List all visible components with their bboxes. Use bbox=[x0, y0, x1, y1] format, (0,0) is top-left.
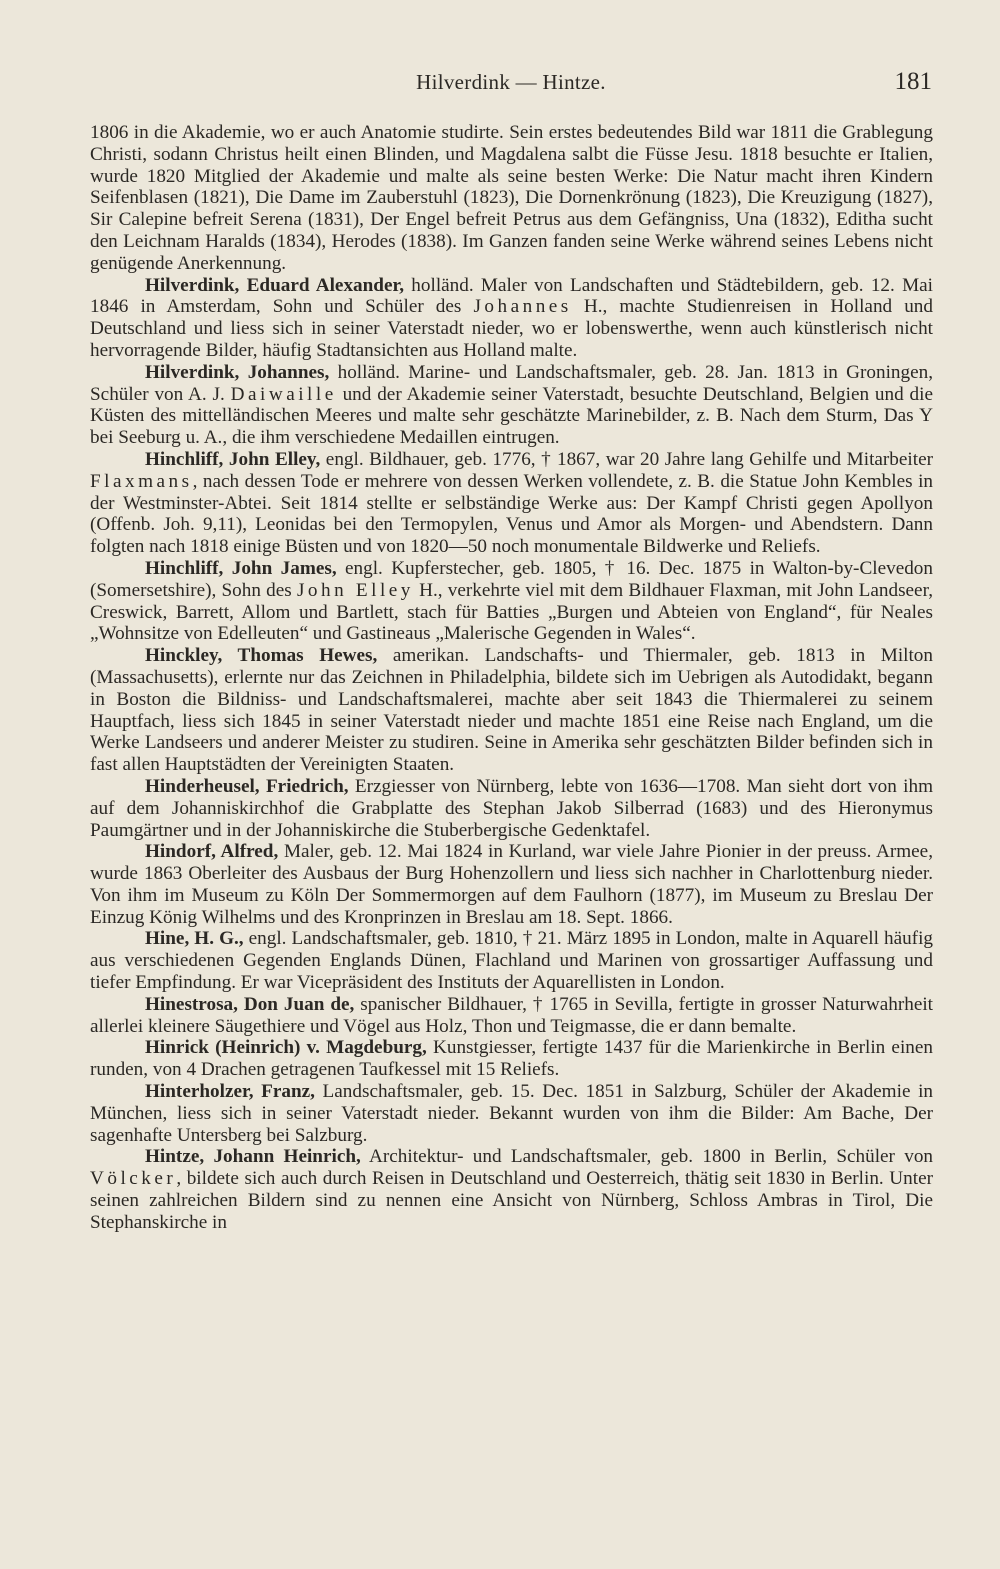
dictionary-entry bbox=[90, 776, 933, 841]
spaced-name: Johannes bbox=[473, 296, 572, 318]
entry-text: holländ. Maler von Landschaften und Städtebildern, geb. 12. Mai 1846 in Amsterdam, Sohn und Schüler des bbox=[90, 274, 933, 318]
entry-headword: Hinterholzer, Franz, bbox=[145, 1081, 315, 1103]
entry-text: Architektur- und Landschaftsmaler, geb. 1800 in Berlin, Schüler von bbox=[360, 1146, 934, 1168]
page-number: 181 bbox=[894, 68, 932, 95]
dictionary-entry bbox=[90, 449, 933, 558]
dictionary-entry bbox=[90, 928, 933, 993]
entry-text: engl. Bildhauer, geb. 1776, † 1867, war 20 Jahre lang Gehilfe und Mitarbeiter bbox=[320, 448, 933, 470]
entry-text: spanischer Bildhauer, † 1765 in Sevilla, fertigte in grosser Naturwahrheit allerlei kleinere Säugethiere und Vögel aus Holz, Thon und Teigmasse, die er dann bemalte. bbox=[90, 993, 934, 1037]
entry-continuation bbox=[90, 122, 933, 275]
dictionary-entry bbox=[90, 275, 933, 362]
spaced-name: Völcker bbox=[90, 1168, 177, 1190]
dictionary-entry bbox=[90, 558, 933, 645]
entry-headword: Hine, H. G., bbox=[145, 928, 244, 950]
entry-text: , nach dessen Tode er mehrere von dessen Werken vollendete, z. B. die Statue John Kembles in der Westminster-Abtei. Seit 1814 stellte er selbständige Werke aus: Der Kampf Christi gegen Apollyon (Offenb. Joh. 9,11), Leonidas bei den Termopylen, Venus und Amor als Morgen- und Abendstern. Dann folgten nach 1818 einige Büsten und von 1820—50 noch monumentale Bildwerke und Reliefs. bbox=[90, 470, 933, 558]
entry-headword: Hilverdink, Eduard Alexander, bbox=[145, 274, 405, 296]
entry-text: engl. Kupferstecher, geb. 1805, † 16. Dec. 1875 in Walton-by-Clevedon (Somersetshire), Sohn des bbox=[90, 557, 933, 601]
spaced-name: Daiwaille bbox=[230, 383, 337, 405]
entry-headword: Hilverdink, Johannes, bbox=[145, 361, 330, 383]
entry-text: amerikan. Landschafts- und Thiermaler, geb. 1813 in Milton (Massachusetts), erlernte nur das Zeichnen in Philadelphia, bildete sich im Uebrigen als Autodidakt, begann in Boston die Bildniss- und Landschaftsmalerei, machte aber seit 1843 die Thiermalerei zu seinem Hauptfach, liess sich 1845 in seiner Vaterstadt nieder und machte 1851 eine Reise nach England, um die Werke Landseers und anderer Meister zu studiren. Seine in Amerika sehr geschätzten Bilder befinden sich in fast allen Hauptstädten der Vereinigten Staaten. bbox=[90, 645, 933, 776]
entry-headword: Hinchliff, John James, bbox=[145, 557, 337, 579]
entry-headword: Hinchliff, John Elley, bbox=[145, 448, 321, 470]
entry-headword: Hinestrosa, Don Juan de, bbox=[145, 993, 355, 1015]
entry-text: Maler, geb. 12. Mai 1824 in Kurland, war viele Jahre Pionier in der preuss. Armee, wurde 1863 Oberleiter des Ausbaus der Burg Hohenzollern und liess sich nachher in Charlottenburg nieder. Von ihm im Museum zu Köln Der Sommermorgen auf dem Faulhorn (1877), im Museum zu Breslau Der Einzug König Wilhelms und des Kronprinzen in Breslau am 18. Sept. 1866. bbox=[90, 841, 933, 928]
entry-headword: Hindorf, Alfred, bbox=[145, 841, 279, 863]
entry-text: Landschaftsmaler, geb. 15. Dec. 1851 in Salzburg, Schüler der Akademie in München, liess sich in seiner Vaterstadt nieder. Bekannt wurden von ihm die Bilder: Am Bache, Der sagenhafte Untersberg bei Salzburg. bbox=[90, 1081, 933, 1146]
entry-text: engl. Landschaftsmaler, geb. 1810, † 21. März 1895 in London, malte in Aquarell häufig aus verschiedenen Gegenden Englands Dünen, Flachland und Marinen von grossartiger Auffassung und tiefer Empfindung. Er war Vicepräsident des Instituts der Aquarellisten in London. bbox=[90, 928, 933, 994]
dictionary-entry bbox=[90, 645, 933, 776]
entry-text: holländ. Marine- und Landschaftsmaler, geb. 28. Jan. 1813 in Groningen, Schüler von A. J. bbox=[90, 361, 934, 405]
entry-headword: Hinckley, Thomas Hewes, bbox=[145, 645, 378, 667]
running-title: Hilverdink — Hintze. bbox=[416, 70, 606, 94]
entry-text: 1806 in die Akademie, wo er auch Anatomie studirte. Sein erstes bedeutendes Bild war 1811 die Grablegung Christi, sodann Christus heilt einen Blinden, und Magdalena salbt die Füsse Jesu. 1818 besuchte er Italien, wurde 1820 Mitglied der Akademie und malte als seine besten Werke: Die Natur macht ihren Kindern Seifenblasen (1821), Die Dame im Zauberstuhl (1823), Die Dornenkrönung (1823), Die Kreuzigung (1827), Sir Calepine befreit Serena (1831), Der Engel befreit Petrus aus dem Gefängniss, Una (1832), Editha sucht den Leichnam Haralds (1834), Herodes (1838). Im Ganzen fanden seine Werke während seines Lebens nicht genügende Anerkennung. bbox=[90, 122, 933, 274]
entry-text: , bildete sich auch durch Reisen in Deutschland und Oesterreich, thätig seit 1830 in Berlin. Unter seinen zahlreichen Bildern sind zu nennen eine Ansicht von Nürnberg, Schloss Ambras in Tirol, Die Stephanskirche in bbox=[90, 1168, 933, 1233]
dictionary-entry bbox=[90, 841, 933, 928]
dictionary-entry bbox=[90, 1146, 933, 1233]
entry-text: Kunstgiesser, fertigte 1437 für die Marienkirche in Berlin einen runden, von 4 Drachen getragenen Taufkessel mit 15 Reliefs. bbox=[90, 1037, 933, 1081]
running-header bbox=[90, 66, 932, 106]
dictionary-text bbox=[90, 122, 933, 1234]
entry-text: H., verkehrte viel mit dem Bildhauer Flaxman, mit John Landseer, Creswick, Barrett, Allom und Bartlett, stach für Batties „Burgen und Abteien von England“, für Neales „Wohnsitze von Edelleuten“ und Gastineaus „Malerische Gegenden in Wales“. bbox=[90, 579, 933, 645]
dictionary-entry bbox=[90, 1037, 933, 1081]
dictionary-entry bbox=[90, 994, 933, 1038]
entry-text: H., machte Studienreisen in Holland und Deutschland und liess sich in seiner Vaterstadt nieder, wo er lobenswerthe, wenn auch künstlerisch nicht hervorragende Bilder, häufig Stadtansichten aus Holland malte. bbox=[90, 296, 933, 361]
dictionary-entry bbox=[90, 1081, 933, 1146]
spaced-name: Flaxmans bbox=[90, 470, 193, 492]
entry-headword: Hintze, Johann Heinrich, bbox=[145, 1146, 361, 1168]
entry-text: Erzgiesser von Nürnberg, lebte von 1636—1708. Man sieht dort von ihm auf dem Johanniskirchhof die Grabplatte des Stephan Jakob Silberrad (1683) und des Hieronymus Paumgärtner und in der Johanniskirche die Stuberbergische Gedenktafel. bbox=[90, 775, 934, 841]
entry-headword: Hinderheusel, Friedrich, bbox=[145, 775, 349, 797]
dictionary-entry bbox=[90, 362, 933, 449]
entry-text: und der Akademie seiner Vaterstadt, besuchte Deutschland, Belgien und die Küsten des mittelländischen Meeres und malte sehr geschätzte Marinebilder, z. B. Nach dem Sturm, Das Y bei Seeburg u. A., die ihm verschiedene Medaillen eintrugen. bbox=[90, 383, 933, 449]
entry-headword: Hinrick (Heinrich) v. Magdeburg, bbox=[145, 1037, 427, 1059]
spaced-name: John Elley bbox=[296, 579, 414, 601]
